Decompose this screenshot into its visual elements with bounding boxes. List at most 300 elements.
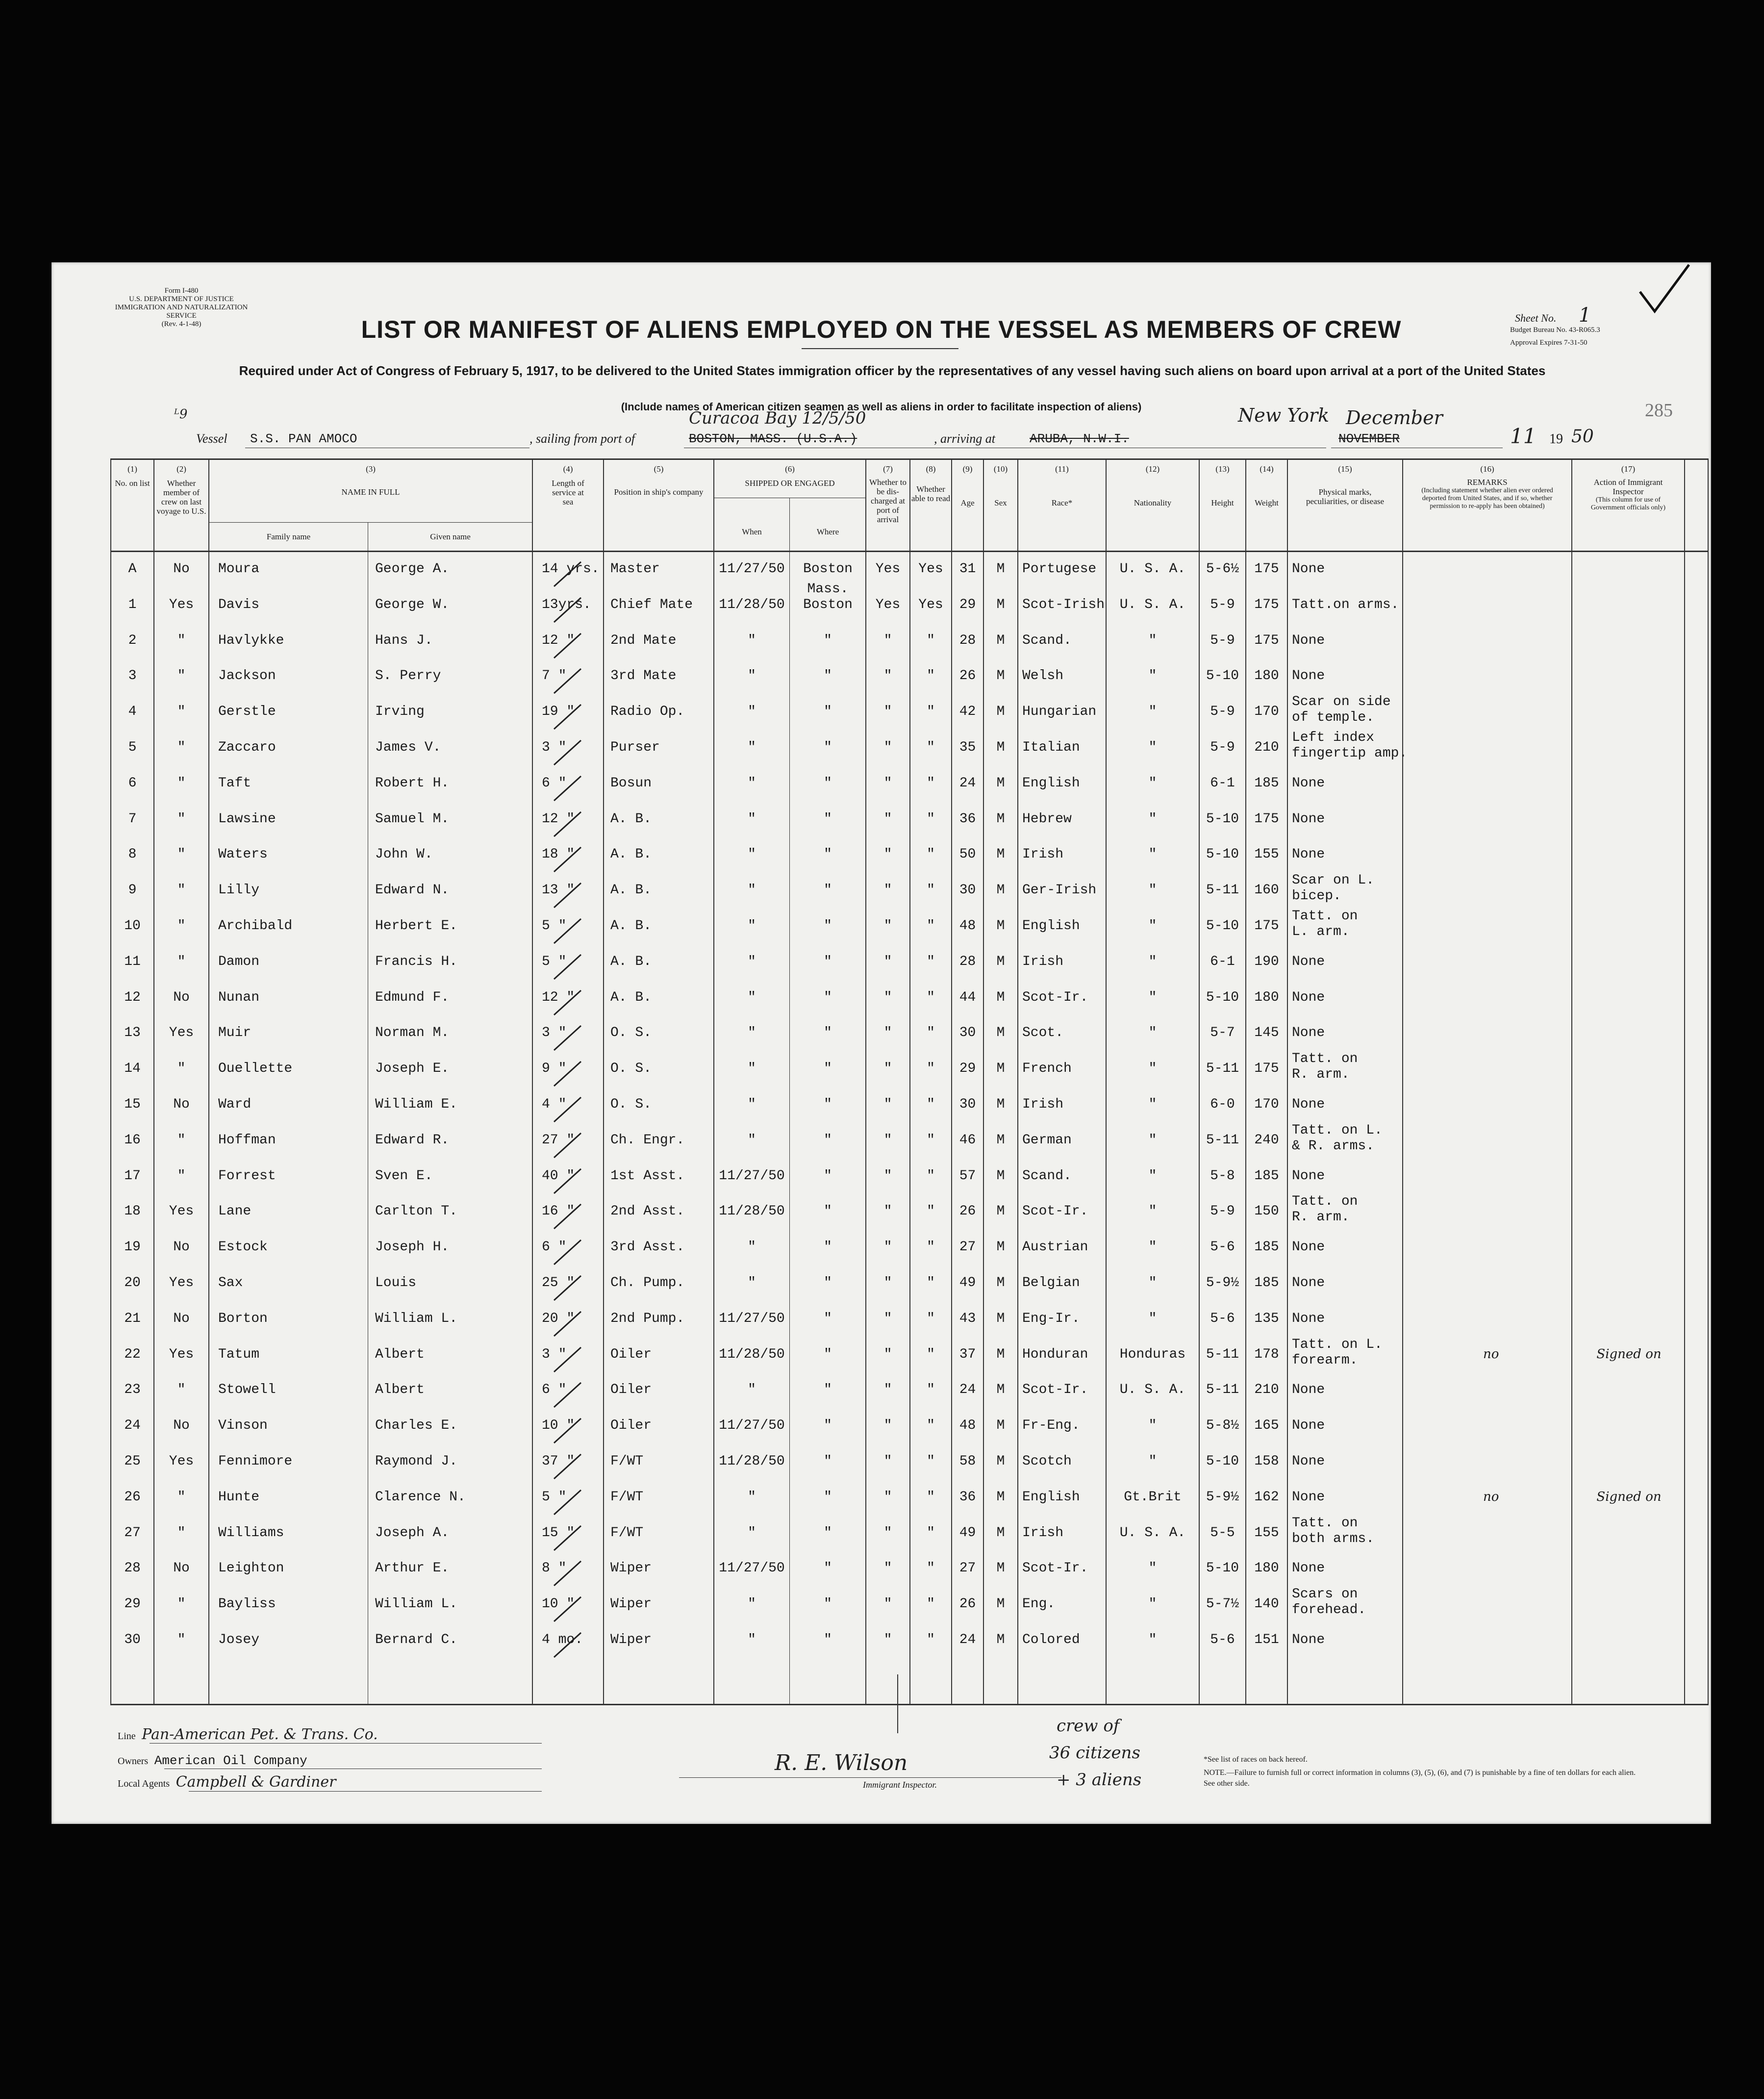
check-stroke-icon [552,1452,586,1481]
age-cell: 57 [959,1168,976,1184]
check-stroke-icon [552,1416,586,1445]
table-row [51,730,1711,768]
shipped-when-cell: 11/27/50 [719,1561,785,1576]
discharged-cell: " [883,1097,892,1112]
table-row [51,1268,1711,1304]
able-to-read-cell: " [927,775,935,791]
position-cell: Wiper [610,1596,652,1612]
shipped-when-cell: 11/27/50 [719,1418,785,1434]
check-stroke-icon [552,1202,586,1231]
nationality-cell: Honduras [1119,1346,1186,1362]
able-to-read-cell: " [927,1204,935,1219]
height-cell: 5-10 [1206,847,1239,862]
family-name-cell: Hoffman [218,1132,276,1148]
col-7-num: (7) [883,464,893,474]
check-stroke-icon [552,1023,586,1053]
budget-info [1510,324,1600,349]
age-cell: 30 [959,1097,976,1112]
previous-voyage-cell: Yes [169,597,194,612]
physical-marks-line2-cell: L. arm. [1292,924,1350,939]
nationality-cell: " [1148,1239,1157,1255]
row-number-cell: 22 [124,1346,141,1362]
height-cell: 5-9 [1210,597,1235,612]
line-value: Pan-American Pet. & Trans. Co. [142,1726,378,1743]
previous-voyage-cell: No [173,1418,190,1434]
previous-voyage-cell: No [173,561,190,577]
crew-note-2: 36 citizens [1049,1743,1140,1763]
sex-cell: M [996,989,1005,1005]
height-cell: 5-11 [1206,1132,1239,1148]
family-name-cell: Fennimore [218,1454,293,1469]
sex-cell: M [996,883,1005,898]
shipped-where-cell: " [824,1132,832,1148]
race-cell: Eng-Ir. [1022,1311,1080,1326]
shipped-where-cell: " [824,1275,832,1290]
col-2-label: Whether member of crew on last voyage to U.S. [156,479,206,516]
length-of-service-cell: 4 mo. [542,1632,583,1647]
age-cell: 42 [959,704,976,720]
given-name-cell: Albert [375,1346,425,1362]
able-to-read-cell: Yes [918,561,943,577]
physical-marks-cell: None [1292,1239,1325,1255]
given-name-cell: William L. [375,1311,458,1326]
physical-marks-cell: None [1292,1382,1325,1398]
col-3-label: NAME IN FULL [341,487,400,497]
nationality-cell: " [1148,1061,1157,1077]
check-stroke-icon [552,809,586,839]
length-of-service-cell: 37 " [542,1454,575,1469]
discharged-cell: " [883,883,892,898]
physical-marks-cell: None [1292,1454,1325,1469]
table-row [51,1625,1711,1661]
check-stroke-icon [552,952,586,982]
nationality-cell: " [1148,811,1157,827]
sex-cell: M [996,597,1005,612]
race-note: *See list of races on back hereof. [1204,1755,1308,1764]
position-cell: 2nd Asst. [610,1204,685,1219]
able-to-read-cell: " [927,918,935,934]
length-of-service-cell: 5 " [542,918,567,934]
sex-cell: M [996,632,1005,648]
row-number-cell: 1 [128,597,137,612]
race-cell: Eng. [1022,1596,1056,1612]
position-cell: Bosun [610,775,652,791]
height-cell: 5-6½ [1206,561,1239,577]
day-value: 11 [1510,424,1537,448]
race-cell: Scot-Irish [1022,597,1105,612]
given-name-cell: Louis [375,1275,417,1290]
previous-voyage-cell: " [177,704,186,720]
table-row [51,983,1711,1018]
sex-cell: M [996,1418,1005,1434]
nationality-cell: U. S. A. [1119,597,1186,612]
table-row [51,1483,1711,1518]
family-name-cell: Ward [218,1097,252,1112]
age-cell: 29 [959,597,976,612]
sex-cell: M [996,954,1005,969]
given-name-cell: Hans J. [375,632,433,648]
shipped-when-cell: " [748,704,756,720]
physical-marks-line2-cell: forearm. [1292,1352,1358,1368]
remarks-cell: no [1483,1489,1499,1504]
height-cell: 5-8½ [1206,1418,1239,1434]
race-cell: Scot-Ir. [1022,1204,1088,1219]
discharged-cell: " [883,1168,892,1184]
given-name-cell: George W. [375,597,450,612]
length-of-service-cell: 20 " [542,1311,575,1326]
row-number-cell: 14 [124,1061,141,1077]
nationality-cell: " [1148,1561,1157,1576]
weight-cell: 180 [1254,989,1279,1005]
length-of-service-cell: 16 " [542,1204,575,1219]
col-6-where-header: Where [816,527,839,536]
length-of-service-cell: 4 " [542,1097,567,1112]
given-name-cell: Herbert E. [375,918,458,934]
physical-marks-cell: Tatt. on L. [1292,1337,1383,1352]
race-cell: English [1022,918,1080,934]
physical-marks-cell: Tatt. on [1292,909,1358,924]
discharged-cell: " [883,1632,892,1647]
position-cell: A. B. [610,918,652,934]
physical-marks-line2-cell: R. arm. [1292,1067,1350,1083]
position-cell: Oiler [610,1418,652,1434]
age-cell: 24 [959,775,976,791]
remarks-cell: no [1483,1346,1499,1362]
height-cell: 5-6 [1210,1239,1235,1255]
shipped-where-cell: " [824,811,832,827]
weight-cell: 170 [1254,704,1279,720]
previous-voyage-cell: " [177,811,186,827]
row-number-cell: 23 [124,1382,141,1398]
row-number-cell: 7 [128,811,137,827]
previous-voyage-cell: " [177,847,186,862]
year-value: 50 [1571,427,1594,447]
check-stroke-icon [552,559,586,589]
age-cell: 24 [959,1632,976,1647]
position-cell: Ch. Engr. [610,1132,685,1148]
weight-cell: 210 [1254,740,1279,755]
row-number-cell: A [128,561,137,577]
length-of-service-cell: 27 " [542,1132,575,1148]
physical-marks-cell: None [1292,632,1325,648]
table-row [51,1447,1711,1482]
family-name-cell: Davis [218,597,260,612]
height-cell: 5-10 [1206,989,1239,1005]
shipped-when-cell: " [748,1489,756,1505]
shipped-where-cell: " [824,1061,832,1077]
race-cell: Fr-Eng. [1022,1418,1080,1434]
length-of-service-cell: 6 " [542,1382,567,1398]
nationality-cell: " [1148,1418,1157,1434]
family-name-cell: Bayliss [218,1596,276,1612]
table-row [51,581,1711,626]
given-name-cell: Bernard C. [375,1632,458,1647]
length-of-service-cell: 19 " [542,704,575,720]
given-name-cell: Sven E. [375,1168,433,1184]
shipped-where-cell: " [824,1025,832,1041]
shipped-where-cell: " [824,954,832,969]
age-cell: 37 [959,1346,976,1362]
nationality-cell: " [1148,847,1157,862]
shipped-when-cell: " [748,1382,756,1398]
height-cell: 5-10 [1206,811,1239,827]
height-cell: 5-7½ [1206,1596,1239,1612]
discharged-cell: " [883,811,892,827]
col-1-num: (1) [127,464,137,474]
col-14-num: (14) [1260,464,1274,474]
agents-value: Campbell & Gardiner [176,1773,336,1791]
position-cell: A. B. [610,847,652,862]
col-17-label: Action of Immigrant Inspector [1593,478,1663,496]
weight-cell: 175 [1254,918,1279,934]
table-row [51,1162,1711,1197]
age-cell: 36 [959,811,976,827]
previous-voyage-cell: " [177,1489,186,1505]
height-cell: 5-10 [1206,1454,1239,1469]
position-cell: 3rd Mate [610,668,677,684]
nationality-cell: U. S. A. [1119,1382,1186,1398]
shipped-where-cell: " [824,740,832,755]
given-name-cell: S. Perry [375,668,441,684]
physical-marks-line2-cell: & R. arms. [1292,1138,1375,1154]
able-to-read-cell: " [927,1489,935,1505]
vessel-label: Vessel [196,431,227,446]
check-stroke-icon [552,845,586,874]
previous-voyage-cell: " [177,1596,186,1612]
table-row [51,1122,1711,1161]
row-number-cell: 17 [124,1168,141,1184]
position-cell: A. B. [610,883,652,898]
family-name-cell: Nunan [218,989,260,1005]
previous-voyage-cell: " [177,1525,186,1541]
sex-cell: M [996,918,1005,934]
able-to-read-cell: " [927,740,935,755]
weight-cell: 145 [1254,1025,1279,1041]
race-cell: Scotch [1022,1454,1072,1469]
height-cell: 5-10 [1206,1561,1239,1576]
given-name-cell: James V. [375,740,441,755]
position-cell: A. B. [610,954,652,969]
discharged-cell: " [883,1489,892,1505]
inspector-action-cell: Signed on [1596,1346,1662,1362]
discharged-cell: " [883,1346,892,1362]
discharged-cell: " [883,954,892,969]
sex-cell: M [996,1525,1005,1541]
previous-voyage-cell: " [177,883,186,898]
race-cell: English [1022,1489,1080,1505]
height-cell: 5-7 [1210,1025,1235,1041]
nationality-cell: " [1148,1596,1157,1612]
given-name-cell: Raymond J. [375,1454,458,1469]
vessel-name: S.S. PAN AMOCO [250,431,357,446]
sex-cell: M [996,1596,1005,1612]
family-name-cell: Stowell [218,1382,276,1398]
weight-cell: 155 [1254,847,1279,862]
weight-cell: 185 [1254,1239,1279,1255]
row-number-cell: 15 [124,1097,141,1112]
discharged-cell: " [883,632,892,648]
shipped-where-cell: " [824,1454,832,1469]
shipped-when-cell: 11/28/50 [719,1204,785,1219]
line-label: Line [118,1731,136,1742]
check-stroke-icon [552,988,586,1017]
check-stroke-icon [552,595,586,625]
previous-voyage-cell: " [177,1132,186,1148]
able-to-read-cell: " [927,1275,935,1290]
length-of-service-cell: 3 " [542,1346,567,1362]
discharged-cell: " [883,918,892,934]
col-10-num: (10) [993,464,1008,474]
col-17-num: (17) [1621,464,1636,474]
weight-cell: 151 [1254,1632,1279,1647]
family-name-cell: Sax [218,1275,243,1290]
nationality-cell: " [1148,704,1157,720]
shipped-when-cell: " [748,989,756,1005]
col-6-num: (6) [785,464,795,474]
sex-cell: M [996,1489,1005,1505]
weight-cell: 185 [1254,775,1279,791]
able-to-read-cell: " [927,811,935,827]
check-stroke-icon [552,1380,586,1410]
race-cell: Honduran [1022,1346,1088,1362]
col-8-num: (8) [926,464,936,474]
row-number-cell: 6 [128,775,137,791]
physical-marks-cell: None [1292,1275,1325,1290]
shipped-when-cell: " [748,775,756,791]
nationality-cell: " [1148,775,1157,791]
physical-marks-cell: None [1292,1025,1325,1041]
discharged-cell: " [883,1454,892,1469]
length-of-service-cell: 15 " [542,1525,575,1541]
family-name-cell: Josey [218,1632,260,1647]
length-of-service-cell: 14 yrs. [542,561,600,577]
col-1-label: No. on list [115,479,150,488]
length-of-service-cell: 7 " [542,668,567,684]
given-name-cell: William E. [375,1097,458,1112]
col-7-label: Whether to be dis-charged at port of arrival [869,478,907,524]
physical-marks-cell: None [1292,1097,1325,1112]
family-name-cell: Tatum [218,1346,260,1362]
able-to-read-cell: " [927,954,935,969]
row-number-cell: 12 [124,989,141,1005]
family-name-cell: Moura [218,561,260,577]
length-of-service-cell: 9 " [542,1061,567,1077]
position-cell: Ch. Pump. [610,1275,685,1290]
age-cell: 27 [959,1239,976,1255]
manifest-sheet [51,262,1711,1824]
note-text: (Include names of American citizen seamen as well as aliens in order to facilitate inspection of aliens) [621,401,1142,413]
family-name-cell: Estock [218,1239,268,1255]
able-to-read-cell: " [927,1596,935,1612]
previous-voyage-cell: Yes [169,1346,194,1362]
able-to-read-cell: " [927,1097,935,1112]
able-to-read-cell: " [927,883,935,898]
shipped-where-cell: " [824,1525,832,1541]
previous-voyage-cell: No [173,1561,190,1576]
shipped-where-cell: Boston [803,561,853,577]
shipped-when-cell: 11/28/50 [719,597,785,612]
discharged-cell: " [883,1382,892,1398]
table-row [51,1090,1711,1125]
check-stroke-icon [552,1273,586,1303]
approval-expiry: Approval Expires 7-31-50 [1510,339,1588,347]
shipped-when-cell: " [748,954,756,969]
family-name-cell: Damon [218,954,260,969]
month-typed: NOVEMBER [1338,431,1400,446]
weight-cell: 140 [1254,1596,1279,1612]
given-name-cell: Edmund F. [375,989,450,1005]
family-name-cell: Jackson [218,668,276,684]
shipped-when-cell: " [748,1275,756,1290]
family-name-cell: Havlykke [218,632,284,648]
weight-cell: 180 [1254,1561,1279,1576]
sex-cell: M [996,1025,1005,1041]
physical-marks-line2-cell: of temple. [1292,710,1375,726]
age-cell: 58 [959,1454,976,1469]
given-name-cell: Arthur E. [375,1561,450,1576]
physical-marks-cell: Tatt. on [1292,1194,1358,1210]
position-cell: O. S. [610,1061,652,1077]
family-name-cell: Gerstle [218,704,276,720]
col-2-num: (2) [176,464,186,474]
page-title: LIST OR MANIFEST OF ALIENS EMPLOYED ON THE VESSEL AS MEMBERS OF CREW [361,316,1402,343]
sex-cell: M [996,775,1005,791]
sex-cell: M [996,740,1005,755]
title-rule [802,348,958,349]
height-cell: 5-6 [1210,1311,1235,1326]
height-cell: 5-9 [1210,704,1235,720]
weight-cell: 210 [1254,1382,1279,1398]
weight-cell: 162 [1254,1489,1279,1505]
physical-marks-line2-cell: bicep. [1292,888,1341,904]
form-id: Form I-480 U.S. DEPARTMENT OF JUSTICE IMMIGRATION AND NATURALIZATION SERVICE (Rev. 4-1-48) [115,287,248,328]
sailing-label: , sailing from port of [529,431,635,446]
race-cell: Portugese [1022,561,1097,577]
shipped-where-cell: " [824,1311,832,1326]
shipped-when-cell: " [748,1132,756,1148]
age-cell: 29 [959,1061,976,1077]
weight-cell: 155 [1254,1525,1279,1541]
shipped-when-cell: " [748,1596,756,1612]
previous-voyage-cell: " [177,740,186,755]
row-number-cell: 16 [124,1132,141,1148]
previous-voyage-cell: Yes [169,1275,194,1290]
height-cell: 5-9 [1210,740,1235,755]
race-cell: Irish [1022,847,1064,862]
previous-voyage-cell: No [173,1239,190,1255]
shipped-when-cell: " [748,632,756,648]
race-cell: Scot-Ir. [1022,1382,1088,1398]
position-cell: O. S. [610,1025,652,1041]
race-cell: Irish [1022,1097,1064,1112]
col-12-label: Nationality [1134,498,1172,507]
physical-marks-cell: None [1292,1418,1325,1434]
position-cell: Oiler [610,1346,652,1362]
physical-marks-cell: None [1292,1489,1325,1505]
position-cell: 1st Asst. [610,1168,685,1184]
shipped-where-cell: " [824,1382,832,1398]
discharged-cell: Yes [875,561,901,577]
shipped-where-cell: " [824,704,832,720]
shipped-when-cell: " [748,1632,756,1647]
col-17-sub: (This column for use of Government officials only) [1590,496,1666,511]
shipped-when-cell: " [748,1097,756,1112]
table-row [51,911,1711,947]
sex-cell: M [996,1275,1005,1290]
check-stroke-icon [552,1594,586,1624]
given-name-cell: Charles E. [375,1418,458,1434]
crew-note-3: + 3 aliens [1057,1770,1142,1790]
